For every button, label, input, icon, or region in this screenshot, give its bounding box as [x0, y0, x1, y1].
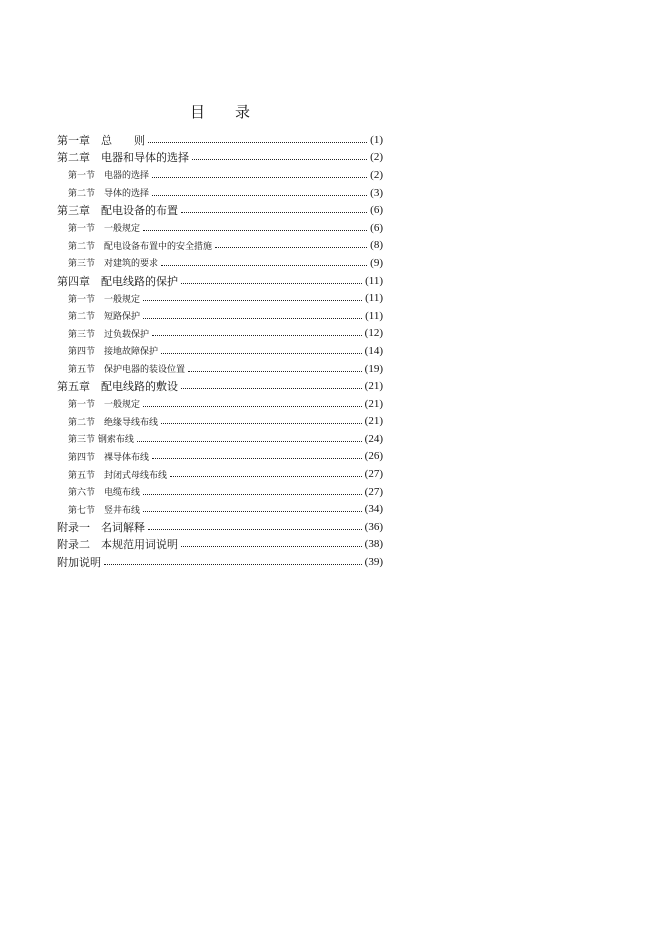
- toc-page-number: (8): [370, 239, 383, 252]
- toc-entry-label: 第四节 接地故障保护: [68, 347, 159, 358]
- toc-page-number: (1): [370, 133, 383, 146]
- toc-section-entry[interactable]: [57, 413, 383, 431]
- dot-leader: [170, 475, 362, 477]
- toc-entry-label: 附加说明: [57, 556, 101, 570]
- toc-section-entry[interactable]: [57, 500, 383, 518]
- toc-page-number: (6): [370, 221, 383, 234]
- toc-entry-label: 第四章 配电线路的保护: [57, 274, 178, 288]
- toc-page-number: (19): [364, 362, 383, 375]
- dot-leader: [161, 422, 362, 424]
- toc-section-entry[interactable]: [57, 289, 383, 307]
- toc-chapter-entry[interactable]: [57, 131, 383, 149]
- toc-chapter-entry[interactable]: [57, 553, 383, 571]
- toc-page-number: (27): [364, 485, 383, 498]
- toc-entry-label: 第三节 对建筑的要求: [68, 259, 159, 270]
- toc-chapter-entry[interactable]: [57, 149, 383, 167]
- toc-chapter-entry[interactable]: [57, 518, 383, 536]
- dot-leader: [192, 158, 367, 160]
- toc-page-number: (3): [370, 186, 383, 199]
- dot-leader: [152, 194, 367, 196]
- toc-page-number: (6): [370, 204, 383, 217]
- toc-chapter-entry[interactable]: [57, 536, 383, 554]
- table-of-contents: [57, 131, 383, 571]
- toc-section-entry[interactable]: [57, 483, 383, 501]
- dot-leader: [148, 141, 367, 143]
- toc-page-number: (11): [365, 292, 383, 305]
- toc-entry-label: 第三节 钢索布线: [68, 435, 134, 446]
- toc-page-number: (36): [364, 520, 383, 533]
- toc-entry-label: 第一节 一般规定: [68, 294, 141, 305]
- toc-page-number: (11): [365, 309, 383, 322]
- toc-page-number: (27): [364, 468, 383, 481]
- toc-entry-label: 第五章 配电线路的敷设: [57, 380, 178, 394]
- dot-leader: [161, 352, 362, 354]
- toc-page-number: (21): [364, 415, 383, 428]
- toc-section-entry[interactable]: [57, 360, 383, 378]
- toc-entry-label: 附录二 本规范用词说明: [57, 538, 178, 552]
- dot-leader: [152, 176, 367, 178]
- toc-page-number: (34): [364, 503, 383, 516]
- toc-page-number: (12): [364, 327, 383, 340]
- toc-section-entry[interactable]: [57, 325, 383, 343]
- toc-chapter-entry[interactable]: [57, 201, 383, 219]
- toc-entry-label: 第二节 配电设备布置中的安全措施: [68, 241, 213, 252]
- toc-section-entry[interactable]: [57, 166, 383, 184]
- toc-page-number: (2): [370, 168, 383, 181]
- toc-section-entry[interactable]: [57, 465, 383, 483]
- toc-page-number: (9): [370, 256, 383, 269]
- toc-entry-label: 第六节 电缆布线: [68, 488, 141, 499]
- dot-leader: [143, 299, 362, 301]
- toc-page-number: (2): [370, 151, 383, 164]
- toc-section-entry[interactable]: [57, 219, 383, 237]
- dot-leader: [181, 545, 362, 547]
- toc-entry-label: 第三节 过负载保护: [68, 329, 150, 340]
- toc-section-entry[interactable]: [57, 448, 383, 466]
- toc-page-number: (39): [364, 556, 383, 569]
- dot-leader: [181, 387, 362, 389]
- dot-leader: [143, 493, 362, 495]
- dot-leader: [161, 264, 367, 266]
- toc-page-number: (21): [364, 397, 383, 410]
- dot-leader: [143, 317, 362, 319]
- toc-entry-label: 第一章 总 则: [57, 133, 145, 147]
- toc-entry-label: 第三章 配电设备的布置: [57, 204, 178, 218]
- dot-leader: [143, 405, 362, 407]
- toc-section-entry[interactable]: [57, 237, 383, 255]
- toc-section-entry[interactable]: [57, 254, 383, 272]
- dot-leader: [137, 440, 362, 442]
- toc-entry-label: 第一节 电器的选择: [68, 171, 150, 182]
- toc-entry-label: 第五节 保护电器的装设位置: [68, 365, 186, 376]
- toc-page-number: (38): [364, 538, 383, 551]
- toc-section-entry[interactable]: [57, 430, 383, 448]
- dot-leader: [188, 370, 362, 372]
- toc-entry-label: 第二节 导体的选择: [68, 189, 150, 200]
- toc-entry-label: 第二节 绝缘导线布线: [68, 417, 159, 428]
- dot-leader: [104, 563, 362, 565]
- dot-leader: [152, 334, 362, 336]
- toc-entry-label: 第四节 裸导体布线: [68, 452, 150, 463]
- toc-page-number: (26): [364, 450, 383, 463]
- toc-page-number: (14): [364, 344, 383, 357]
- toc-page-number: (21): [364, 380, 383, 393]
- dot-leader: [148, 528, 362, 530]
- toc-entry-label: 第一节 一般规定: [68, 400, 141, 411]
- dot-leader: [181, 211, 367, 213]
- toc-section-entry[interactable]: [57, 307, 383, 325]
- toc-entry-label: 第二章 电器和导体的选择: [57, 151, 189, 165]
- toc-title: 目 录: [190, 103, 251, 121]
- dot-leader: [152, 457, 362, 459]
- toc-chapter-entry[interactable]: [57, 272, 383, 290]
- toc-chapter-entry[interactable]: [57, 377, 383, 395]
- dot-leader: [215, 246, 367, 248]
- dot-leader: [143, 229, 367, 231]
- toc-entry-label: 附录一 名词解释: [57, 520, 145, 534]
- dot-leader: [143, 510, 362, 512]
- dot-leader: [181, 282, 362, 284]
- toc-entry-label: 第一节 一般规定: [68, 224, 141, 235]
- toc-section-entry[interactable]: [57, 395, 383, 413]
- toc-entry-label: 第七节 竖井布线: [68, 505, 141, 516]
- toc-page-number: (11): [365, 274, 383, 287]
- toc-section-entry[interactable]: [57, 184, 383, 202]
- toc-entry-label: 第二节 短路保护: [68, 312, 141, 323]
- toc-section-entry[interactable]: [57, 342, 383, 360]
- toc-page-number: (24): [364, 432, 383, 445]
- toc-entry-label: 第五节 封闭式母线布线: [68, 470, 168, 481]
